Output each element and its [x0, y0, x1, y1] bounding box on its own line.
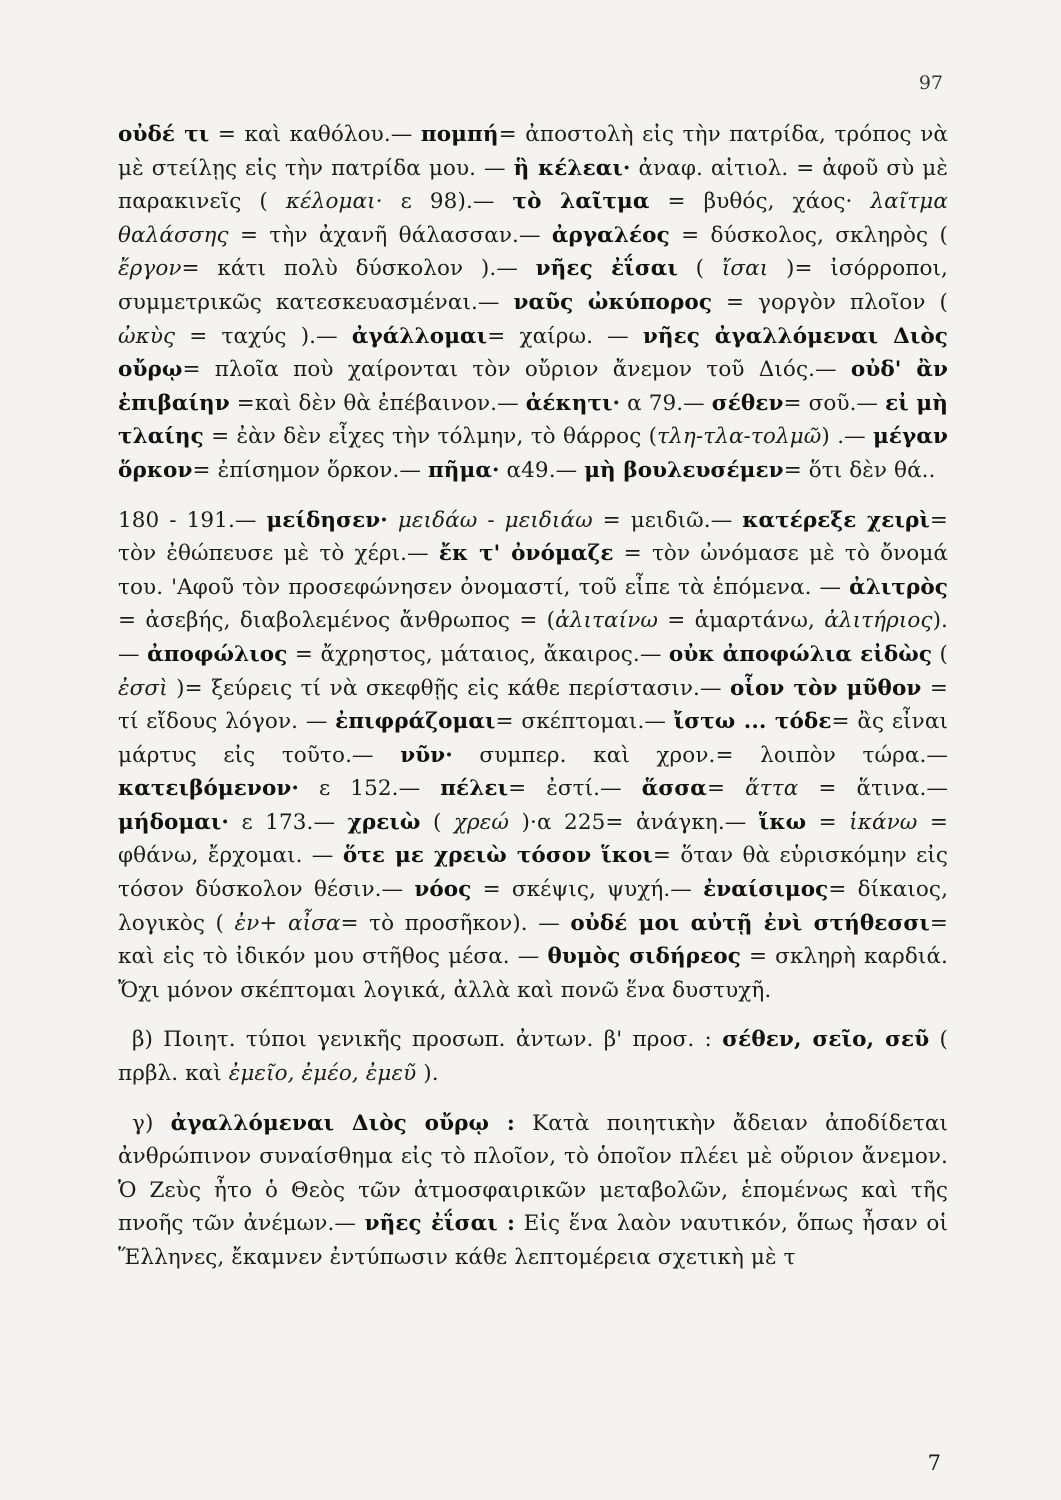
signature-mark: 7: [927, 1451, 941, 1475]
gloss-text: = κάτι πολὺ δύσκολον ).—: [181, 256, 536, 282]
lemma-term: μήδομαι·: [118, 809, 230, 835]
gloss-text: γ): [132, 1110, 171, 1136]
gloss-text: = ἀσεβής, διαβολεμένος ἄνθρωπος = (: [118, 608, 556, 634]
italic-form: ἐμεῖο, ἐμέο, ἐμεῦ: [228, 1061, 417, 1087]
lemma-term: σέθεν, σεῖο, σεῦ: [722, 1027, 930, 1053]
gloss-text: = ἐὰν δὲν εἶχες τὴν τόλμην, τὸ θάρρος (: [203, 424, 658, 450]
lemma-term: χρειὼ: [347, 809, 421, 835]
gloss-text: )= ἰσόρροποι, συμμετρικῶς κατεσκευασμέναι.—: [118, 256, 948, 315]
gloss-text: = ἐπίσημον ὅρκον.—: [192, 457, 428, 483]
lemma-term: νῦν·: [400, 742, 453, 768]
paragraph-p1: [118, 118, 948, 488]
page-number: 97: [918, 72, 943, 94]
gloss-text: = τὸ προσῆκον). —: [340, 910, 571, 936]
gloss-text: συμπερ. καὶ χρον.= λοιπὸν τώρα.—: [452, 742, 948, 768]
lemma-term: οὐδ' ἂν ἐπιβαίην: [118, 357, 948, 416]
paragraph-p4: [118, 1107, 948, 1275]
gloss-text: Κατὰ ποιητικὴν ἄδειαν ἀποδίδεται ἀνθρώπινον συναίσθημα εἰς τὸ πλοῖον, τὸ ὁποῖον πλέει μὲ οὔριον ἄνεμον. Ὁ Ζεὺς ἦτο ὁ Θεὸς τῶν ἀτμοσφαιρικῶν μεταβολῶν, ἑπομένως καὶ τῆς πνοῆς τῶν ἀνέμων.—: [118, 1110, 949, 1237]
gloss-text: = ἐστί.—: [508, 776, 642, 802]
lemma-term: πομπή: [420, 122, 499, 147]
gloss-text: = ἀποστολὴ εἰς τὴν πατρίδα, τρόπος νὰ μὲ στείλῃς εἰς τὴν πατρίδα μου. —: [118, 122, 948, 181]
gloss-text: = σκληρὴ καρδιά. Ὄχι μόνον σκέπτομαι λογικά, ἀλλὰ καὶ πονῶ ἕνα δυστυχῆ.: [118, 944, 948, 1003]
lemma-term: σέθεν: [711, 390, 784, 416]
gloss-text: = ὅτι δὲν θά..: [783, 457, 936, 483]
italic-form: λαῖτμα θαλάσσης: [118, 189, 948, 248]
gloss-text: = τί εἴδους λόγον. —: [118, 675, 948, 735]
lemma-term: πῆμα·: [427, 457, 500, 483]
lemma-term: ναῦς ὠκύπορος: [513, 289, 713, 315]
italic-form: ἅττα: [745, 776, 799, 802]
gloss-text: = ἄχρηστος, μάταιος, ἄκαιρος.—: [287, 641, 669, 667]
lemma-term: ἵκω: [758, 809, 807, 835]
body-text: [118, 118, 948, 1275]
lemma-term: οὐδέ τι: [118, 122, 210, 147]
gloss-text: ) .—: [821, 424, 874, 450]
gloss-text: = γοργὸν πλοῖον (: [712, 289, 949, 315]
gloss-text: =καὶ δὲν θὰ ἐπέβαινον.—: [229, 390, 526, 416]
italic-form: ἐν+ αἶσα: [234, 910, 341, 936]
gloss-text: 180 - 191.—: [118, 507, 267, 533]
lemma-term: εἰ μὴ τλαίης: [118, 390, 948, 450]
italic-form: ἀλιτήριος: [824, 608, 933, 634]
lemma-term: θυμὸς σιδήρεος: [547, 944, 741, 970]
lemma-term: μέγαν ὅρκον: [118, 424, 949, 483]
italic-form: ἱκάνω: [849, 809, 918, 835]
lemma-term: οὐδέ μοι αὐτῇ ἐνὶ στήθεσσι: [570, 910, 930, 936]
gloss-text: ( πρβλ. καὶ: [118, 1027, 948, 1087]
gloss-text: (: [932, 641, 948, 667]
gloss-text: (: [420, 809, 454, 835]
lemma-term: ἀλιτρὸς: [849, 574, 948, 600]
lemma-term: κατειβόμενον·: [118, 776, 299, 802]
gloss-text: = δύσκολος, σκληρὸς (: [669, 222, 948, 248]
lemma-term: οἷον τὸν μῦθον: [730, 675, 922, 701]
italic-form: ἀλιταίνω: [555, 608, 658, 634]
italic-form: χρεώ: [453, 809, 510, 835]
lemma-term: ὅτε με χρειὼ τόσον ἵκοι: [342, 843, 653, 869]
gloss-text: = ταχύς ).—: [175, 323, 352, 349]
gloss-text: Εἰς ἕνα λαὸν ναυτικόν, ὅπως ἦσαν οἱ Ἕλληνες, ἔκαμνεν ἐντύπωσιν κάθε λεπτομέρεια σχετικὴ μὲ τ: [118, 1211, 949, 1270]
gloss-text: = σοῦ.—: [783, 390, 886, 416]
gloss-text: = ἁμαρτάνω,: [658, 608, 825, 634]
lemma-term: νῆες ἀγαλλόμεναι Διὸς οὔρῳ: [118, 323, 948, 383]
lemma-term: ἅσσα: [641, 776, 707, 802]
lemma-term: ἴστω ... τόδε: [673, 709, 832, 735]
gloss-text: = τὸν ἐθώπευσε μὲ τὸ χέρι.—: [118, 507, 948, 567]
lemma-term: ἔκ τ' ὀνόμαζε: [438, 541, 614, 567]
gloss-text: )= ξεύρεις τί νὰ σκεφθῇς εἰς κάθε περίστασιν.—: [167, 675, 731, 701]
lemma-term: ἐναίσιμος: [703, 877, 829, 903]
gloss-text: = τὸν ὠνόμασε μὲ τὸ ὄνομά του. 'Αφοῦ τὸν προσεφώνησεν ὀνομαστί, τοῦ εἶπε τὰ ἑπόμενα. —: [118, 541, 949, 600]
paragraph-p3: [118, 1023, 948, 1090]
gloss-text: ε 98).—: [382, 189, 513, 215]
italic-form: τλη-τλα-τολμῶ: [657, 424, 822, 450]
gloss-text: = δίκαιος, λογικὸς (: [118, 877, 948, 936]
gloss-text: ).: [416, 1061, 439, 1087]
gloss-text: = χαίρω. —: [487, 323, 643, 349]
gloss-text: = σκέπτομαι.—: [495, 709, 674, 735]
gloss-text: = ἂς εἶναι μάρτυς εἰς τοῦτο.—: [118, 709, 948, 768]
italic-form: ἔργον: [118, 256, 182, 282]
lemma-term: ἀργαλέος: [551, 222, 670, 248]
lemma-term: μείδησεν·: [266, 507, 388, 533]
gloss-text: = πλοῖα ποὺ χαίρονται τὸν οὔριον ἄνεμον τοῦ Διός.—: [182, 357, 851, 383]
lemma-term: νῆες ἐΐσαι :: [364, 1211, 516, 1237]
lemma-term: νῆες ἐΐσαι: [535, 256, 678, 282]
gloss-text: = τὴν ἀχανῆ θάλασσαν.—: [228, 222, 552, 248]
gloss-text: α 79.—: [620, 390, 712, 416]
lemma-term: ἀγαλλόμεναι Διὸς οὔρῳ :: [170, 1110, 515, 1136]
italic-form: ἴσαι: [721, 256, 769, 282]
lemma-term: ἣ κέλεαι·: [513, 155, 631, 181]
gloss-text: = μειδιῶ.—: [592, 507, 743, 533]
gloss-text: β) Ποιητ. τύποι γενικῆς προσωπ. ἀντων. β' προσ. :: [132, 1027, 723, 1053]
gloss-text: = ἅτινα.—: [798, 776, 948, 802]
lemma-term: πέλει: [440, 776, 509, 802]
gloss-text: ἀναφ. αἰτιολ. = ἀφοῦ σὺ μὲ παρακινεῖς (: [118, 155, 948, 215]
lemma-term: ἀποφώλιος: [147, 641, 288, 667]
gloss-text: = βυθός, χάος·: [649, 189, 871, 215]
italic-form: κέλομαι·: [285, 189, 383, 215]
gloss-text: ε 173.—: [229, 809, 348, 835]
gloss-text: = σκέψις, ψυχή.—: [471, 877, 704, 903]
gloss-text: = καὶ εἰς τὸ ἰδικόν μου στῆθος μέσα. —: [118, 910, 948, 970]
gloss-text: ).—: [118, 608, 948, 667]
gloss-text: = φθάνω, ἔρχομαι. —: [118, 809, 948, 869]
italic-form: ὠκὺς: [118, 323, 176, 349]
gloss-text: = καὶ καθόλου.—: [209, 122, 421, 147]
italic-form: ἐσσὶ: [118, 675, 168, 701]
italic-form: μειδάω - μειδιάω: [397, 507, 593, 533]
lemma-term: ἀγάλλομαι: [351, 323, 488, 349]
gloss-text: =: [806, 809, 850, 835]
gloss-text: ε 152.—: [299, 776, 441, 802]
gloss-text: =: [706, 776, 746, 802]
lemma-term: μὴ βουλευσέμεν: [584, 457, 784, 483]
paragraph-p2: [118, 504, 948, 1008]
lemma-term: ἐπιφράζομαι: [335, 709, 496, 735]
lemma-term: κατέρεξε χειρὶ: [742, 507, 930, 533]
gloss-text: (: [677, 256, 722, 282]
gloss-text: α49.—: [499, 457, 585, 483]
gloss-text: = ὅταν θὰ εὑρισκόμην εἰς τόσον δύσκολον θέσιν.—: [118, 843, 948, 903]
lemma-term: οὐκ ἀποφώλια εἰδὼς: [668, 641, 933, 667]
gloss-text: )·α 225= ἀνάγκη.—: [509, 809, 759, 835]
lemma-term: τὸ λαῖτμα: [512, 189, 650, 215]
lemma-term: νόος: [414, 877, 472, 903]
gloss-text: [388, 508, 398, 533]
lemma-term: ἀέκητι·: [525, 390, 621, 416]
